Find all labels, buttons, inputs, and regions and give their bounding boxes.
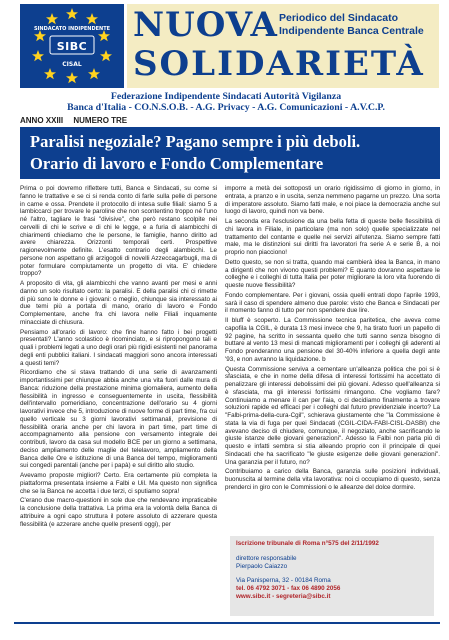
- article-paragraph: A proposito di vita, gli alambicchi che vanno avanti per mesi e anni danno un solo risultato certo: la paralisi. E della paralisi chi ci rimette di più sono le donne e i giovani: o meglio, chiunque sia interessato ai due temi più a portata di mano, orario di lavoro e Fondo Complementare, anche fra chi lavora nelle Filiali inquamente minacciate di chiusura.: [20, 280, 217, 326]
- director-name: Pierpaolo Caiazzo: [236, 562, 288, 570]
- director-label: direttore responsabile: [236, 554, 297, 562]
- issue-year: ANNO XXIII: [20, 116, 64, 125]
- headline-line-2: Orario di lavoro e Fondo Complementare: [30, 154, 324, 173]
- masthead-title-nuova: NUOVA: [133, 5, 278, 45]
- phone-fax-text: tel. 06 4792 3071 - fax 06 4890 2056: [236, 585, 341, 593]
- logo-sub: CISAL: [62, 61, 82, 68]
- issue-info: [20, 116, 135, 125]
- article-paragraph: Prima o poi dovremo riflettere tutti, Banca e Sindacati, su come si fanno le trattative e se ci si renda conto di farle sulla pelle di persone in carne e ossa. Prendete il protocollo di intesa sulle filiali: siamo 5 a lambiccarci per trovare le paroline che non scontentino troppo né l'uno né l'altro, tagliare le frasi "divisive", che però restano scolpite nei cervelli di chi le scrive e di chi le legge, e a furia di alambicchi di chiarimenti chiediamo che le persone, le famiglie, hanno diritto ad avere chiarezza. Orizzonti temporali certi. Prospettive ragionevolmente definite. L'esatto contrario degli alambicchi. Le persone non aspettano gli arzigogoli di novelli Azzeccagarbugli, ma di poter formulare compiutamente un progetto di vita. E' chiedere troppo?: [20, 185, 217, 278]
- address-text: Via Panisperna, 32 - 00184 Roma: [236, 577, 331, 585]
- periodico-line-1: Periodico del Sindacato: [279, 12, 399, 24]
- federation-line: [12, 91, 440, 113]
- article-paragraph: Contribuiamo a carico della Banca, garanzia sulle posizioni individuali, buonuscita al termine della vita lavorativa: noi ci occupiamo di questo, senza prenderci in giro con le Commissioni o le alleanze del dolce dormire.: [225, 468, 440, 491]
- registration-text: Iscrizione tribunale di Roma n°575 del 2/11/1992: [236, 540, 379, 547]
- logo-name: SIBC: [56, 40, 88, 53]
- federation-line-2: Banca d'Italia - CO.N.S.O.B. - A.G. Privacy - A.G. Comunicazioni - A.V.C.P.: [67, 102, 385, 113]
- article-paragraph: La seconda era l'esclusione da una bella fetta di queste belle flessibilità di chi lavora in Filiale, in particolare (ma non solo) quelle specializzate nel trattamento del contante e quelle nei servizi all'utenza. Siamo sempre fatti male, ma le distinzioni sui diritti fra lavoratori fra serie A e serie B, a noi proprio non piacciono!: [225, 218, 440, 256]
- masthead: [12, 4, 440, 88]
- article-paragraph: Avevamo proposte migliori? Certo. Era certamente più completa la piattaforma presentata insieme a Falbi e Uil. Ma questo non significa che se la Banca ne accetta i due terzi, ci sputiamo sopra!: [20, 472, 217, 495]
- article-column-left: [20, 185, 217, 617]
- article-column-right: [225, 185, 440, 529]
- article-paragraph: Il bluff è scoperto. La Commissione tecnica paritetica, che aveva come capofila la CGIL, è durata 13 mesi invece che 9, ha tirato fuori un papello di 92 pagine, ha scritto in sessanta quello che tutti sanno senza bisogno di buttare al vento 13 mesi di mancati miglioramenti per i colleghi gli aderenti al Fondo prenderanno una pensione del 30-40% inferiore a quella degli ante '93, e non avranno la liquidazione. b: [225, 317, 440, 363]
- article-paragraph: Fondo complementare. Per i giovani, ossia quelli entrati dopo l'aprile 1993, sarà il caso di spendere almeno due parole: visto che Banca e Sindacati per il momento fanno di tutto per non spendere due lire.: [225, 291, 440, 315]
- sibc-logo: [20, 4, 124, 88]
- federation-line-1: Federazione Indipendente Sindacati Autorità Vigilanza: [110, 91, 342, 102]
- article-paragraph: C'erano due macro-questioni in sole due che rendevano impraticabile la conclusione della trattativa. La prima era la volontà della Banca di attribuire a ogni capo struttura il potere assoluto di azzerare questa flessibilità (e azzerare anche quelle presenti oggi), per: [20, 497, 217, 528]
- masthead-title-box: [127, 4, 439, 88]
- footer-divider: [14, 622, 440, 624]
- masthead-title-solidarieta: SOLIDARIETÀ: [133, 44, 425, 84]
- article-paragraph: Ricordiamo che si stava trattando di una serie di avanzamenti importantissimi per chiunque abbia anche una vita fuori dalle mura di Banca: riduzione della prestazione minima giornaliera, aumento della flessibilità in ingresso e conseguentemente in uscita, flessibilità dell'intervallo pomeridiano, concentrazione dell'orario su 4 giorni lavorativi invece che 5, introduzione di nuove forme di part time, fra cui quello verticale su 3 giorni lavorativi settimanali, previsione di flessibilità oraria anche per chi lavora in part time, part time di accompagnamento alla pensione con versamento integrale dei contributi, lavoro da casa sul modello BCE per un giorno a settimana, deciso ampliamento delle maglie del telelavoro, ampliamento della Banca delle Ore e istituzione di una Banca del tempo, miglioramenti sui congedi parentali (anche per i papà) e sul diritto allo studio.: [20, 369, 217, 470]
- headline-banner: [20, 127, 440, 179]
- periodico-line-2: Indipendente Banca Centrale: [279, 24, 424, 37]
- article-paragraph: Questa Commissione serviva a cementare un'alleanza politica che poi si è sfasciata, e che in nome della difesa di interessi fortissimi ha accettato di penalizzare gli interessi debolissimi dei più giovani. Adesso quell'alleanza si è sfasciata, ma gli interessi fortissimi rimangono. Che vogliamo fare? Continuiamo a menare il can per l'aia, o ci decidiamo finalmente a trovare soluzioni rapide ed efficaci per i colleghi dal futuro previdenziale incerto? La "Falbi-prima-della-cura-Cgil", schierava giustamente che "la Commissione è stata la via di fuga per quei Sindacati (CGIL-CIDA-FABI-CISL-DASBI) che avevano deciso di chiudere, comunque, il negoziato, anche sacrificando le giuste istanze delle giovani generazioni". Adesso la Falbi non parla più di questo e infatti sembra si stia alleando proprio con il principale di quei Sindacati che ha sacrificato "le giuste esigenze delle giovani generazioni". Una garanzia per il futuro, no?: [225, 365, 440, 466]
- publication-info-box: [230, 536, 434, 616]
- article-paragraph: Detto questo, se non si tratta, quando mai cambierà idea la Banca, in mano a dirigenti che non vivono questi problemi? E quanto dovranno aspettare le colleghe e i colleghi di tutta Italia per poter migliorare la loro vita fuorendo di queste nuove flessibilità?: [225, 258, 440, 289]
- article-paragraph: Pensiamo all'orario di lavoro: che fine hanno fatto i bei progetti presentati? L'anno scolastico è ricominciato, e si ripropongono tali e quali i problemi legati a uno degli orari più rigidi esistenti nel panorama degli enti pubblici italiani. I sindacati maggiori sono ancora interessati a questi temi?: [20, 328, 217, 367]
- web-email-link[interactable]: www.sibc.it - segreteria@sibc.it: [236, 592, 331, 600]
- masthead-periodico: [279, 12, 439, 37]
- logo-arc-text: SINDACATO INDIPENDENTE: [33, 26, 111, 32]
- article-paragraph: imporre a metà dei sottoposti un orario rigidissimo di giorno in giorno, in entrata, a pranzo e in uscita, senza nemmeno pagarne un prezzo. Una sorta di imperatore assoluto. Siamo fatti male, e noi piace la democrazia anche sul luogo di lavoro, quindi non va bene.: [225, 185, 440, 216]
- issue-number: NUMERO TRE: [73, 116, 128, 125]
- headline-line-1: Paralisi negoziale? Pagano sempre i più deboli.: [30, 132, 361, 151]
